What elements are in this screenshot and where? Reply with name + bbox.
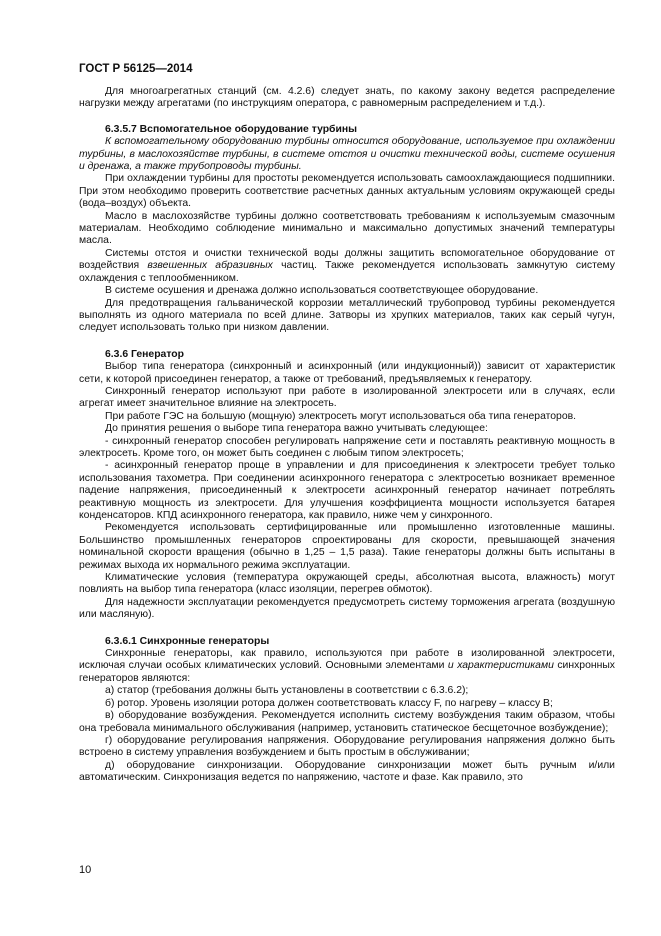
intro-paragraph: Для многоагрегатных станций (см. 4.2.6) следует знать, по какому закону ведется распределение нагрузки между агрегатами (по инструкциям оператора, с равномерным распределением и т.д.).: [79, 86, 615, 110]
italic-text-run: взвешенных абразивных: [147, 260, 273, 272]
paragraph: Для надежности эксплуатации рекомендуется предусмотреть систему торможения агрегата (воздушную или масляную).: [79, 596, 615, 621]
text-run: синхронных генераторов являются:: [79, 660, 615, 684]
list-item: а) статор (требования должны быть установлены в соответствии с 6.3.6.2);: [105, 685, 469, 697]
section-heading-6-3-6-1: 6.3.6.1 Синхронные генераторы: [105, 635, 270, 647]
paragraph: При работе ГЭС на большую (мощную) электросеть могут использоваться оба типа генераторов.: [105, 410, 577, 422]
paragraph: При охлаждении турбины для простоты рекомендуется использовать самоохлаждающиеся подшипники. При этом необходимо проверить соответствие расчетных данных актуальным условиям окружающей среды (вода–воздух) объекта.: [79, 173, 615, 210]
text-run: частиц. Также рекомендуется использовать замкнутую систему охлаждения с теплообменником.: [79, 260, 615, 284]
section-heading-6-3-5-7: 6.3.5.7 Вспомогательное оборудование турбины: [105, 123, 358, 135]
paragraph: До принятия решения о выборе типа генератора важно учитывать следующее:: [105, 423, 488, 435]
paragraph: [79, 248, 615, 285]
page-number: 10: [79, 864, 92, 876]
text-run: Системы отстоя и очистки технической воды должны защитить вспомогательное оборудование от воздействия: [79, 247, 615, 272]
list-item: б) ротор. Уровень изоляции ротора должен соответствовать классу F, по нагреву – классу B;: [105, 697, 553, 709]
paragraph: Синхронный генератор используют при работе в изолированной электросети или в случаях, если агрегат имеет значительное влияние на электросеть.: [79, 385, 615, 410]
paragraph: Климатические условия (температура окружающей среды, абсолютная высота, влажность) могут повлиять на выбор типа генератора (класс изоляции, перегрев обмоток).: [79, 572, 615, 596]
paragraph: Выбор типа генератора (синхронный и асинхронный (или индукционный)) зависит от характеристик сети, к которой присоединен генератор, а также от требований, предъявляемых к генератору.: [79, 361, 615, 385]
document-header: ГОСТ Р 56125—2014: [79, 63, 193, 75]
paragraph: В системе осушения и дренажа должно использоваться соответствующее оборудование.: [105, 285, 539, 297]
document-body: [79, 86, 615, 785]
paragraph: К вспомогательному оборудованию турбины относится оборудование, используемое при охлаждении турбины, в маслохозяйстве турбины, в системе отстоя и очистки технической воды, системе осушения и дренажа, а также трубопроводы турбины.: [79, 136, 615, 173]
paragraph: Масло в маслохозяйстве турбины должно соответствовать требованиям к используемым смазочным материалам. Необходимо соблюдение минимально и максимально допустимых значений температуры масла.: [79, 210, 615, 247]
list-item: д) оборудование синхронизации. Оборудование синхронизации может быть ручным и/или автоматическим. Синхронизация ведется по напряжению, частоте и фазе. Как правило, это: [79, 759, 615, 784]
list-item: - синхронный генератор способен регулировать напряжение сети и поставлять реактивную мощность в электросеть. Кроме того, он может быть соединен с любым типом электросеть;: [79, 435, 615, 459]
section-heading-6-3-6: 6.3.6 Генератор: [105, 348, 184, 360]
paragraph: Рекомендуется использовать сертифицированные или промышленно изготовленные машины. Большинство промышленных генераторов спроектированы для скорости, превышающей значения номинальной скорости вращения (обычно в 1,25 – 1,5 раза). Такие генераторы должны быть испытаны в режимах выхода их нормального режима эксплуатации.: [79, 522, 615, 571]
list-item: - асинхронный генератор проще в управлении и для присоединения к электросети требует только использования тахометра. При соединении асинхронного генератора с электросетью возникает временное падение напряжения, присоединенный к электросети асинхронный генератор начинает потреблять реактивную мощность из электросети. Для улучшения коэффициента мощности используется батарея конденсаторов. КПД асинхронного генератора, как правило, ниже чем у синхронного.: [79, 460, 615, 521]
paragraph: [79, 648, 615, 685]
list-item: г) оборудование регулирования напряжения. Оборудование регулирования напряжения должно быть встроено в систему управления возбуждением и быть простым в обслуживании;: [79, 734, 615, 759]
list-item: в) оборудование возбуждения. Рекомендуется исполнить систему возбуждения таким образом, чтобы она требовала минимального обслуживания (например, установить статическое бесщеточное возбуждение);: [79, 710, 615, 734]
italic-text-run: и характеристиками: [447, 660, 554, 672]
paragraph: Для предотвращения гальванической коррозии металлический трубопровод турбины рекомендуется выполнять из одного материала по всей длине. Затворы из хрупких материалов, таких как серый чугун, следует использовать только при низком давлении.: [79, 297, 615, 334]
text-run: Синхронные генераторы, как правило, используются при работе в изолированной электросети, исключая случаи особых климатических условий. Основными элементами: [79, 648, 615, 672]
